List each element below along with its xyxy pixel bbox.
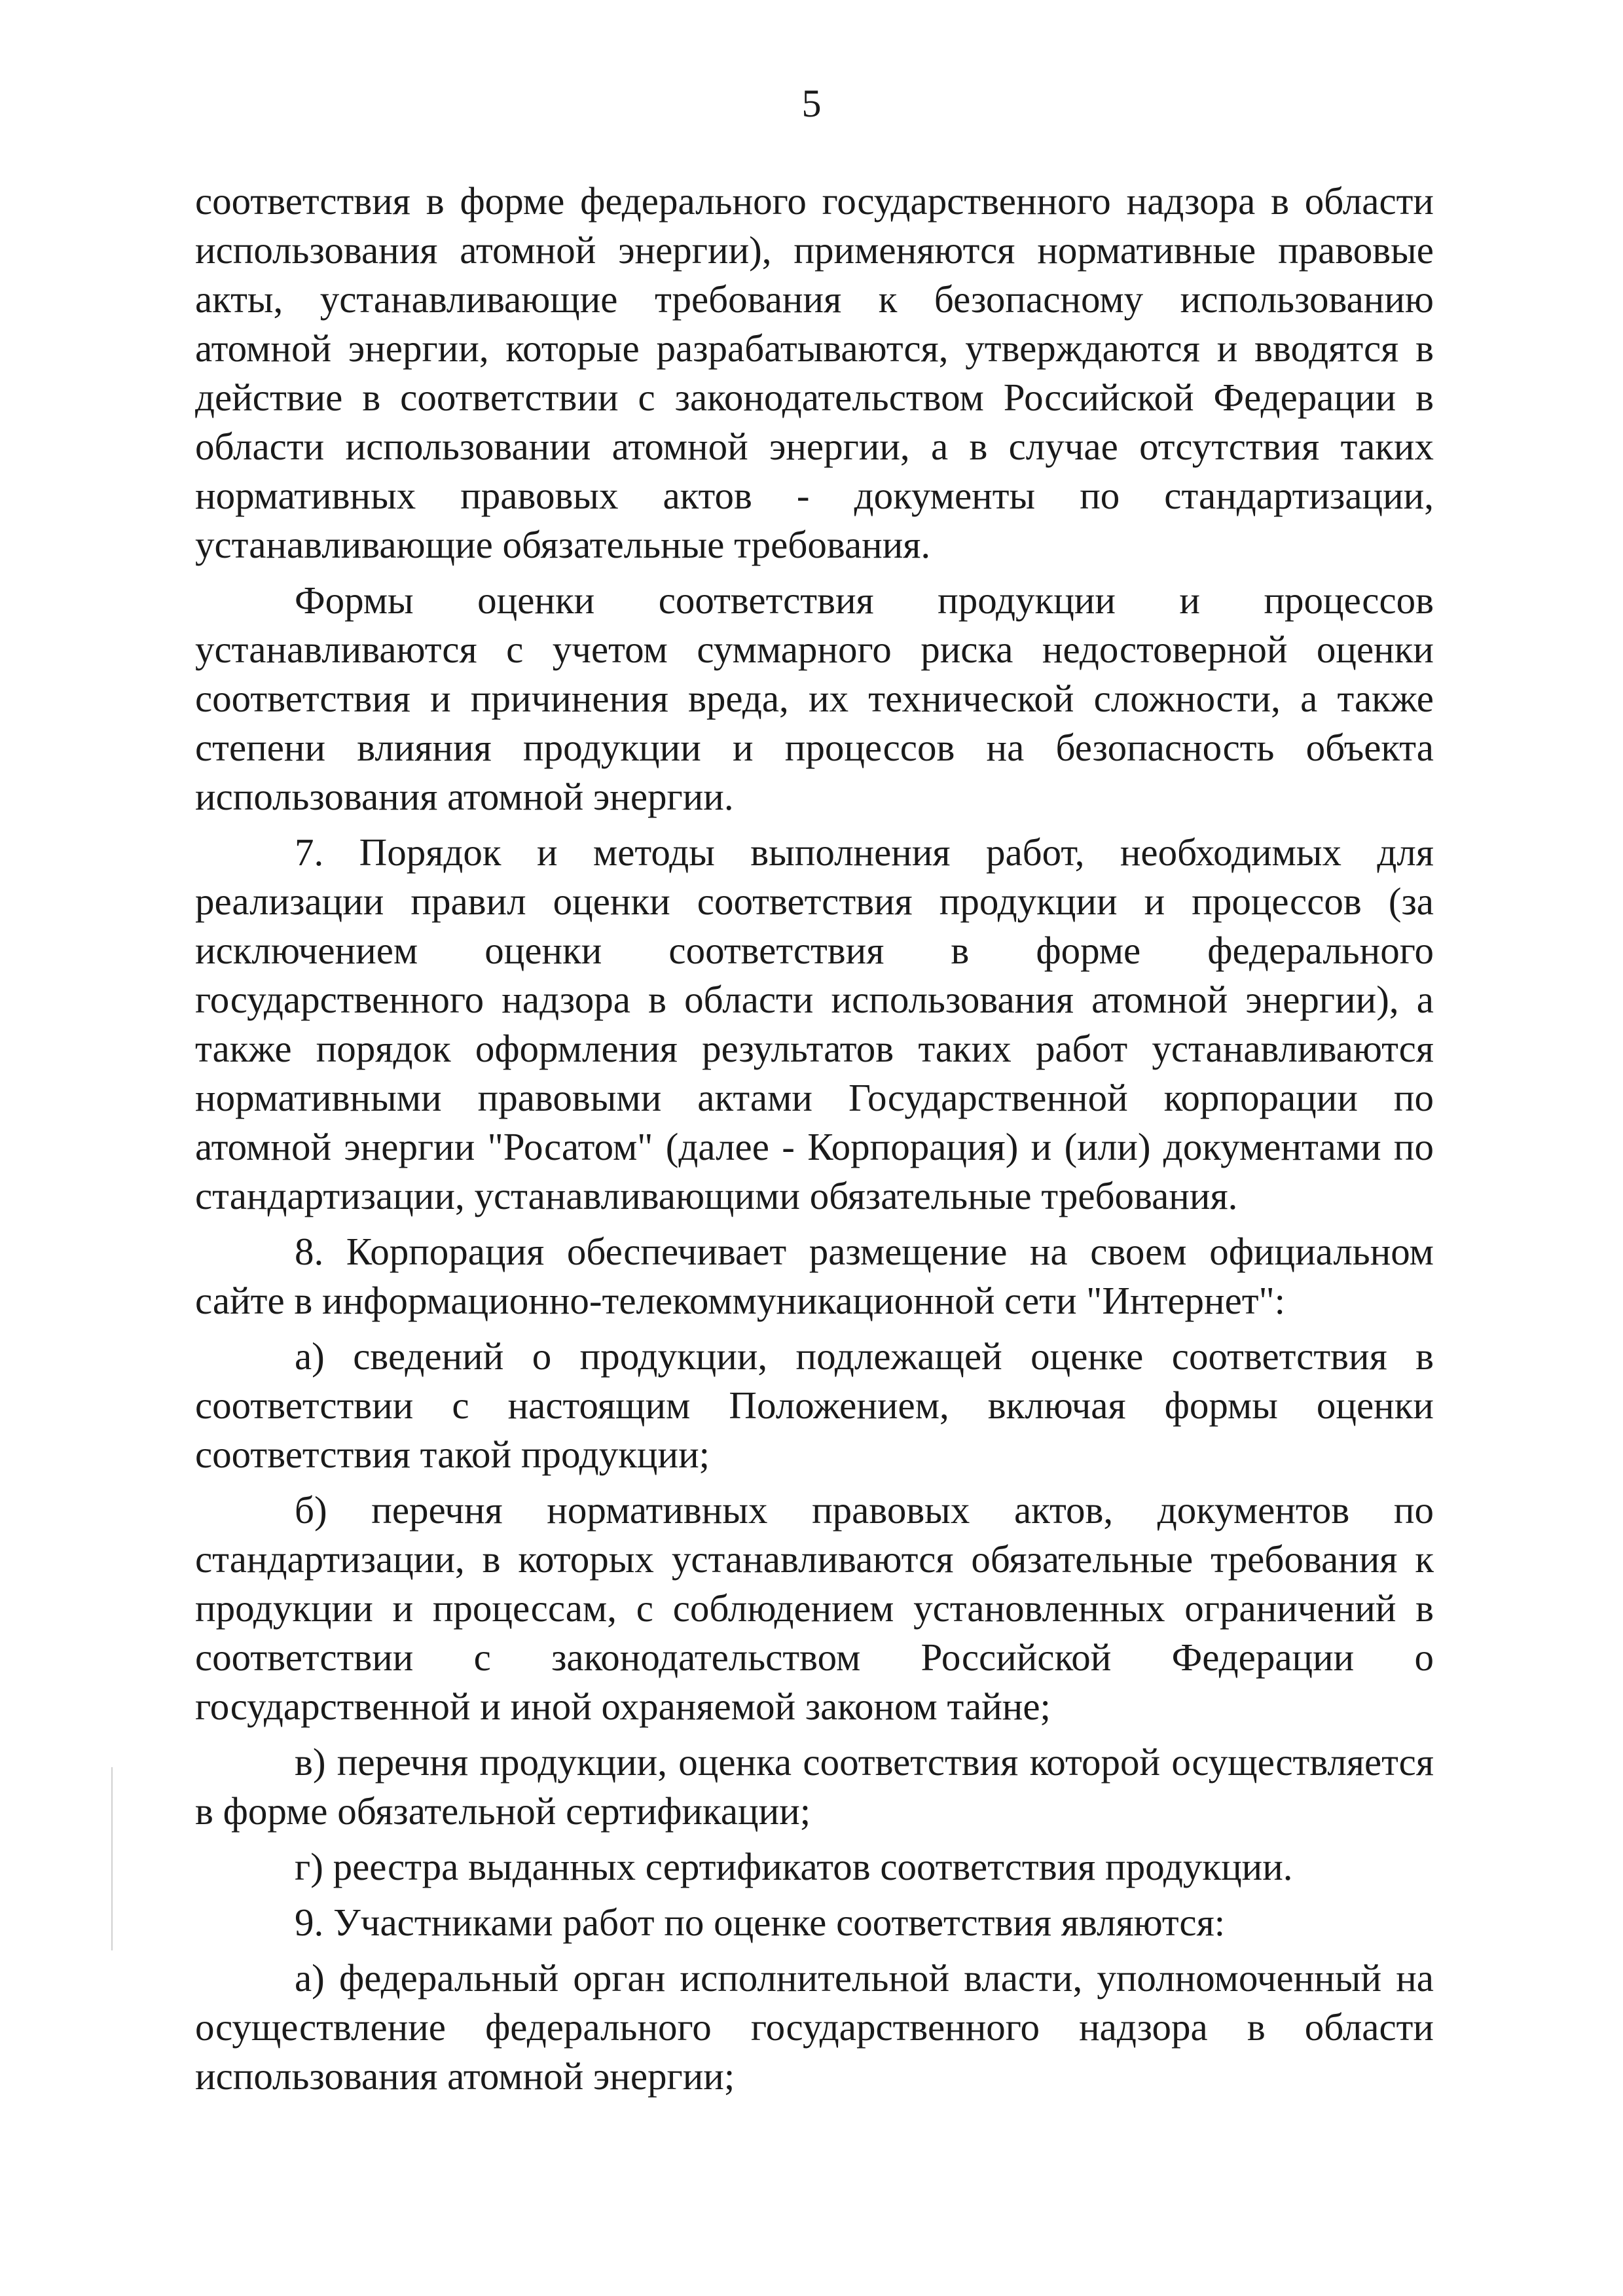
- paragraph-continued: соответствия в форме федерального государственного надзора в области использования атомной энергии), применяются нормативные правовые акты, устанавливающие требования к безопасному использованию атомной энергии, которые разрабатываются, утверждаются и вводятся в действие в соответствии с законодательством Российской Федерации в области использовании атомной энергии, а в случае отсутствия таких нормативных правовых актов - документы по стандартизации, устанавливающие обязательные требования.: [195, 179, 1434, 566]
- document-body: [195, 177, 1434, 2108]
- paragraph-item-8g: г) реестра выданных сертификатов соответствия продукции.: [295, 1845, 1293, 1888]
- paragraph-item-7: 7. Порядок и методы выполнения работ, необходимых для реализации правил оценки соответствия продукции и процессов (за исключением оценки соответствия в форме федерального государственного надзора в области использования атомной энергии), а также порядок оформления результатов таких работ устанавливаются нормативными правовыми актами Государственной корпорации по атомной энергии "Росатом" (далее - Корпорация) и (или) документами по стандартизации, устанавливающими обязательные требования.: [195, 831, 1434, 1217]
- scan-artifact-line: [111, 1767, 113, 1950]
- paragraph-item-8b: б) перечня нормативных правовых актов, документов по стандартизации, в которых устанавливаются обязательные требования к продукции и процессам, с соблюдением установленных ограничений в соответствии с законодательством Российской Федерации о государственной и иной охраняемой законом тайне;: [195, 1488, 1434, 1728]
- paragraph-assessment-forms: Формы оценки соответствия продукции и процессов устанавливаются с учетом суммарного риска недостоверной оценки соответствия и причинения вреда, их технической сложности, а также степени влияния продукции и процессов на безопасность объекта использования атомной энергии.: [195, 579, 1434, 818]
- paragraph-item-8a: а) сведений о продукции, подлежащей оценке соответствия в соответствии с настоящим Положением, включая формы оценки соответствия такой продукции;: [195, 1335, 1434, 1476]
- paragraph-item-8v: в) перечня продукции, оценка соответствия которой осуществляется в форме обязательной сертификации;: [195, 1740, 1434, 1833]
- paragraph-item-9: 9. Участниками работ по оценке соответствия являются:: [295, 1901, 1226, 1944]
- page-number: 5: [801, 82, 822, 125]
- paragraph-item-9a: а) федеральный орган исполнительной власти, уполномоченный на осуществление федерального государственного надзора в области использования атомной энергии;: [195, 1956, 1434, 2098]
- paragraph-item-8: 8. Корпорация обеспечивает размещение на своем официальном сайте в информационно-телекоммуникационной сети "Интернет":: [195, 1230, 1434, 1322]
